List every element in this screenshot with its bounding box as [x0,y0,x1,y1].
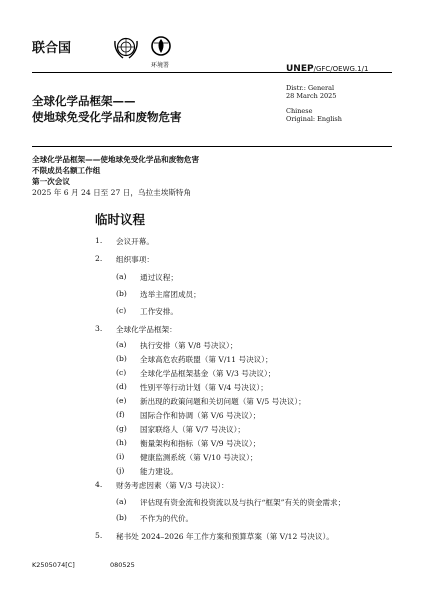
session-info [32,154,199,198]
sub-item-letter: (b) [116,354,127,363]
sub-item-text: 国家联络人（第 V/7 号决议）； [140,425,246,434]
sub-item-letter: (a) [116,497,127,506]
footer-date: 080525 [110,561,135,569]
header-rule [32,72,392,73]
sub-item-letter: (a) [116,272,127,281]
item-number: 1. [95,236,103,245]
un-emblem-icon [111,33,141,63]
distr-text: Distr.: General [286,84,335,92]
sub-item-letter: (g) [116,424,127,433]
sub-item-letter: (e) [116,396,127,405]
sub-item-text: 通过议程； [140,273,178,282]
distribution-info [286,84,342,124]
document-title [32,93,182,125]
sub-item-letter: (a) [116,340,127,349]
title-line-1: 全球化学品框架—— [32,94,136,108]
item-number: 3. [95,324,103,333]
sub-item-letter: (c) [116,368,127,377]
session-number: 第一次会议 [32,177,70,186]
sub-item-text: 执行安排（第 V/8 号决议）； [140,341,238,350]
sub-item-letter: (d) [116,382,127,391]
item-text: 会议开幕。 [116,237,154,246]
title-line-2: 使地球免受化学品和废物危害 [32,110,182,124]
item-number: 2. [95,254,103,263]
sub-item-text: 全球化学品框架基金（第 V/3 号决议）； [140,369,276,378]
sub-item-text: 能力建设。 [140,467,178,476]
sub-item-text: 全球高危农药联盟（第 V/11 号决议）； [140,355,273,364]
sub-item-text: 新出现的政策问题和关切问题（第 V/5 号决议）； [140,397,306,406]
org-name: 联合国 [32,41,72,56]
date-text: 28 March 2025 [286,92,337,101]
sub-item-letter: (c) [116,306,127,315]
section-rule [32,146,392,147]
sub-item-text: 健康监测系统（第 V/10 号决议）； [140,453,258,462]
item-text: 秘书处 2024–2026 年工作方案和预算草案（第 V/12 号决议）。 [116,532,334,541]
agenda-heading: 临时议程 [95,212,146,227]
sub-item-text: 选举主席团成员； [140,290,201,299]
symbol-rest: /GFC/OEWG.1/1 [313,65,369,73]
sub-item-text: 性别平等行动计划（第 V/4 号决议）； [140,383,268,392]
item-number: 4. [95,480,103,489]
sub-item-text: 不作为的代价。 [140,514,194,523]
item-number: 5. [95,531,103,540]
item-text: 全球化学品框架： [116,325,177,334]
session-group: 不限成员名额工作组 [32,166,101,175]
sub-item-letter: (b) [116,289,127,298]
sub-item-letter: (h) [116,438,127,447]
original-language-text: Original: English [286,115,342,124]
session-dates: 2025 年 6 月 24 日至 27 日，乌拉圭埃斯特角 [32,188,192,197]
session-body: 全球化学品框架——使地球免受化学品和废物危害 [32,155,200,164]
item-text: 财务考虑因素（第 V/3 号决议）： [116,481,229,490]
footer-code: K2505074[C] [32,561,75,569]
item-text: 组织事项： [116,255,154,264]
symbol-main: UNEP [286,64,314,74]
unep-caption: 环境署 [151,62,170,69]
sub-item-letter: (b) [116,513,127,522]
sub-item-letter: (f) [116,410,125,419]
language-text: Chinese [286,106,313,115]
sub-item-text: 衡量架构和指标（第 V/9 号决议）； [140,439,261,448]
sub-item-text: 国际合作和协调（第 V/6 号决议）； [140,411,261,420]
sub-item-text: 工作安排。 [140,307,178,316]
sub-item-letter: (i) [116,452,125,461]
sub-item-letter: (j) [116,466,125,475]
unep-logo-icon [146,33,176,63]
sub-item-text: 评估现有资金流和投资流以及与执行“框架”有关的资金需求； [140,498,346,507]
